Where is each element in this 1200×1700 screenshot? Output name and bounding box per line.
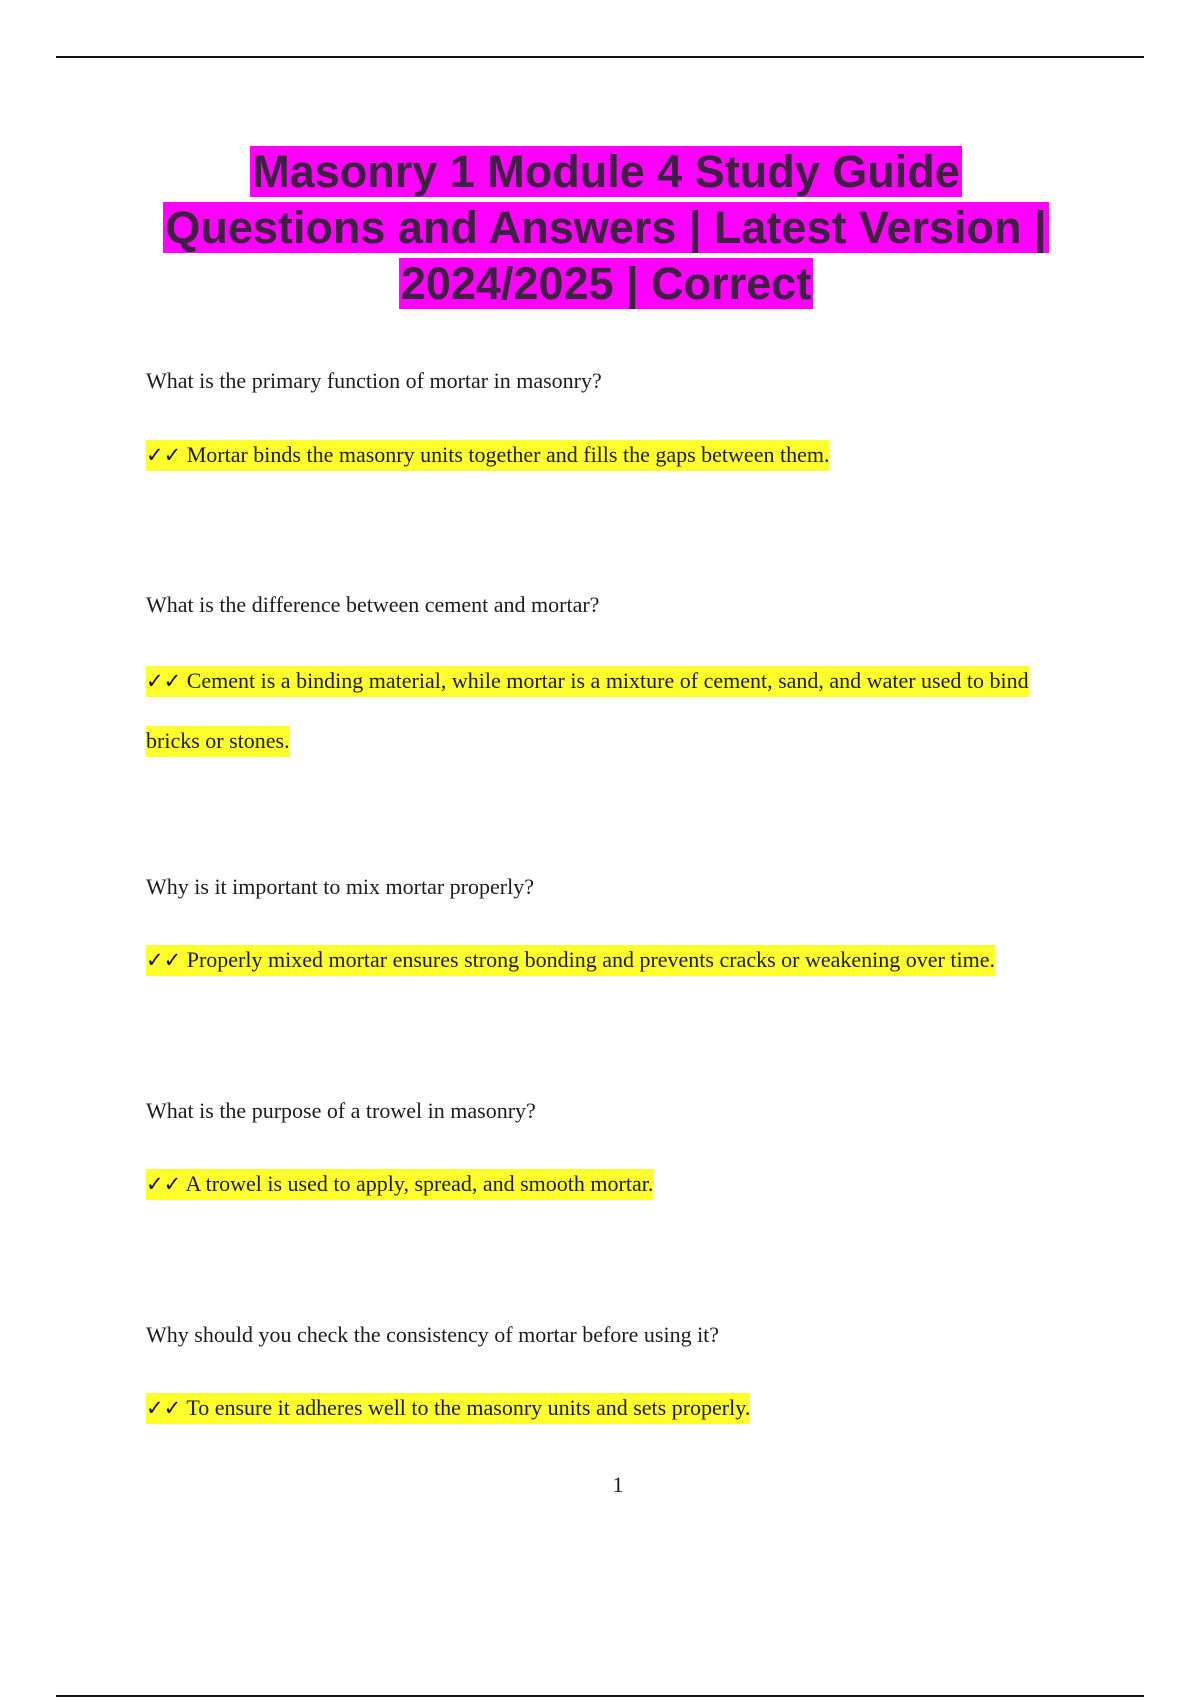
top-rule: [56, 56, 1144, 58]
answer-2-text: Cement is a binding material, while mortar is a mixture of cement, sand, and water used to bind bricks or stones.: [146, 668, 1029, 753]
answer-1: [146, 425, 1086, 485]
answer-3: [146, 930, 1086, 990]
answer-4-highlight: [146, 1169, 653, 1200]
checkmark-icon: ✓✓: [146, 1396, 182, 1420]
qa-item-4: [146, 1096, 1086, 1214]
checkmark-icon: ✓✓: [146, 948, 182, 972]
answer-4: [146, 1154, 1086, 1214]
checkmark-icon: ✓✓: [146, 669, 182, 693]
question-3: Why is it important to mix mortar properly?: [146, 874, 534, 899]
qa-item-3: [146, 872, 1086, 990]
answer-5-highlight: [146, 1393, 750, 1424]
document-title: [140, 144, 1072, 312]
question-1: What is the primary function of mortar in masonry?: [146, 368, 602, 393]
qa-item-1: [146, 366, 1086, 485]
answer-5: [146, 1378, 1086, 1438]
title-block: [140, 144, 1072, 312]
answer-3-text: Properly mixed mortar ensures strong bonding and prevents cracks or weakening over time.: [186, 947, 995, 972]
answer-5-text: To ensure it adheres well to the masonry units and sets properly.: [186, 1395, 751, 1420]
answer-2: [146, 651, 1086, 770]
answer-4-text: A trowel is used to apply, spread, and smooth mortar.: [185, 1171, 654, 1196]
page-number: 1: [612, 1472, 624, 1497]
qa-item-2: [146, 590, 1086, 770]
answer-3-highlight: [146, 945, 995, 976]
title-highlight: Masonry 1 Module 4 Study Guide Questions and Answers | Latest Version | 2024/2025 | Correct: [165, 146, 1047, 309]
question-4: What is the purpose of a trowel in masonry?: [146, 1098, 536, 1123]
question-2: What is the difference between cement and mortar?: [146, 592, 600, 617]
qa-item-5: [146, 1320, 1086, 1438]
answer-1-text: Mortar binds the masonry units together and fills the gaps between them.: [186, 442, 830, 467]
answer-1-highlight: [146, 440, 829, 471]
checkmark-icon: ✓✓: [146, 443, 182, 467]
question-5: Why should you check the consistency of mortar before using it?: [146, 1322, 720, 1347]
checkmark-icon: ✓✓: [146, 1172, 182, 1196]
answer-2-highlight: [146, 666, 1029, 757]
bottom-rule: [56, 1695, 1144, 1697]
